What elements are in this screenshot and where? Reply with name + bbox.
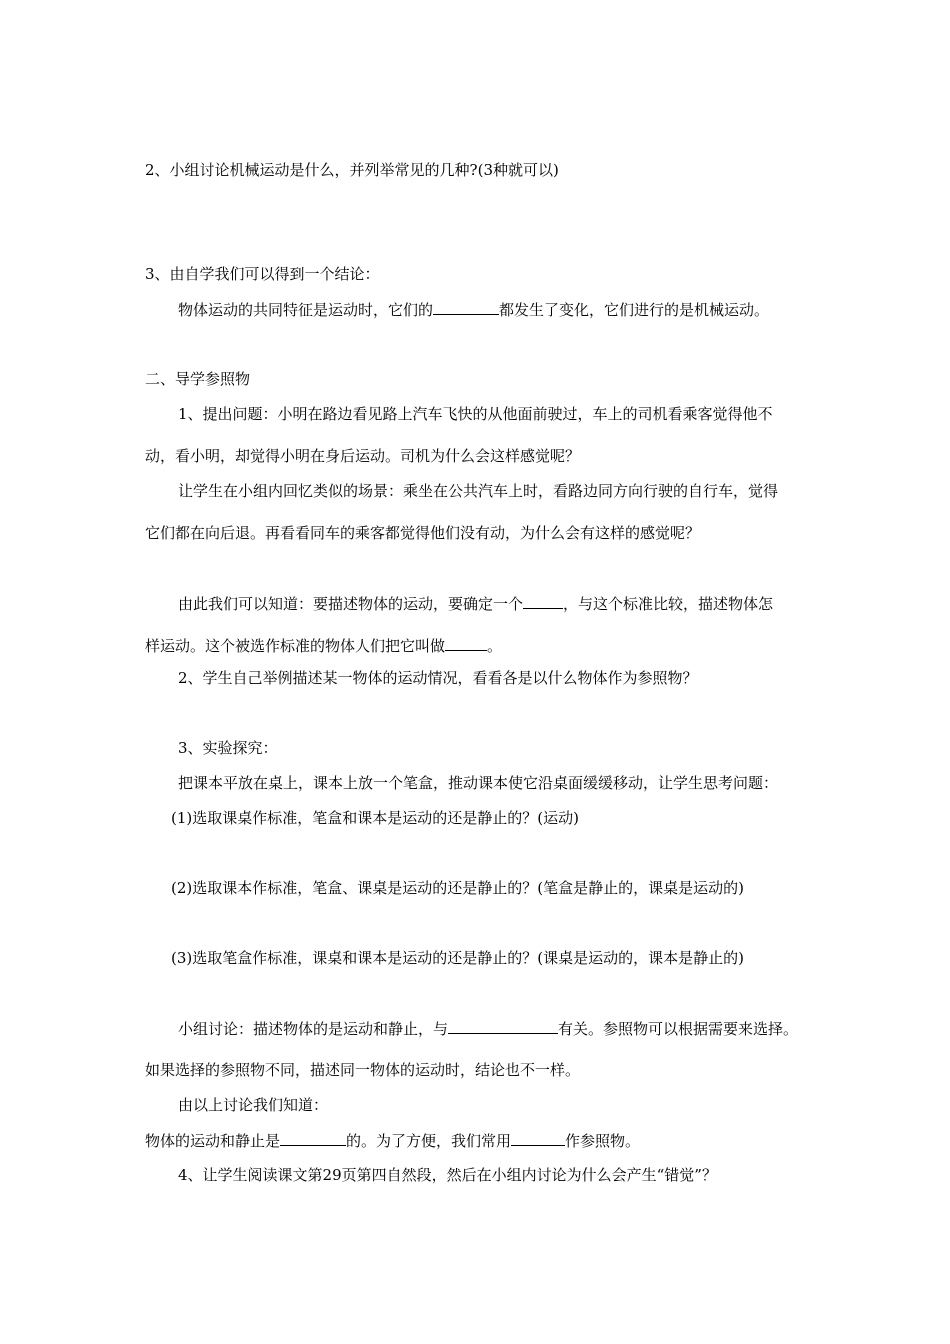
discussion-text-1: 小组讨论：描述物体的是运动和静止，与 [178, 1020, 449, 1038]
conclusion-line [178, 299, 769, 320]
reference-text-1: 由此我们可以知道：要描述物体的运动，要确定一个 [178, 595, 524, 613]
experiment-q2: (2)选取课本作标准，笔盒、课桌是运动的还是静止的？(笔盒是静止的，课桌是运动的) [171, 879, 744, 897]
question-3: 3、由自学我们可以得到一个结论： [145, 265, 380, 283]
summary-heading: 由以上讨论我们知道： [178, 1096, 329, 1114]
scenario-line-1: 让学生在小组内回忆类似的场景：乘坐在公共汽车上时，看路边同方向行驶的自行车，觉得 [178, 482, 779, 500]
reference-text-2: ，与这个标准比较，描述物体怎 [563, 595, 774, 613]
blank-6[interactable] [511, 1130, 565, 1146]
conclusion-text-2: 都发生了变化，它们进行的是机械运动。 [499, 301, 770, 319]
reference-line-2 [145, 635, 502, 656]
conclusion-text-1: 物体运动的共同特征是运动时，它们的 [178, 301, 434, 319]
question-2: 2、小组讨论机械运动是什么，并列举常见的几种?(3种就可以) [145, 161, 559, 179]
blank-3[interactable] [445, 635, 487, 651]
experiment-heading: 3、实验探究： [178, 739, 278, 757]
group-discussion-line [178, 1018, 798, 1039]
scenario-line-2: 它们都在向后退。再看看同车的乘客都觉得他们没有动，为什么会有这样的感觉呢？ [145, 524, 701, 542]
question-2b: 2、学生自己举例描述某一物体的运动情况，看看各是以什么物体作为参照物？ [178, 669, 698, 687]
problem-1-line-2: 动，看小明，却觉得小明在身后运动。司机为什么会这样感觉呢？ [145, 447, 581, 465]
summary-text-1: 物体的运动和静止是 [145, 1132, 281, 1150]
summary-text-3: 作参照物。 [565, 1132, 641, 1150]
blank-2[interactable] [523, 593, 563, 609]
discussion-line-2: 如果选择的参照物不同，描述同一物体的运动时，结论也不一样。 [145, 1061, 581, 1079]
reference-line-1 [178, 593, 773, 614]
experiment-q1: (1)选取课桌作标准，笔盒和课本是运动的还是静止的？(运动) [171, 809, 579, 827]
blank-5[interactable] [280, 1130, 346, 1146]
summary-text-2: 的。为了方便，我们常用 [346, 1132, 512, 1150]
reference-text-3: 样运动。这个被选作标准的物体人们把它叫做 [145, 637, 446, 655]
blank-4[interactable] [448, 1018, 558, 1034]
reference-text-4: 。 [487, 637, 503, 655]
experiment-q3: (3)选取笔盒作标准，课桌和课本是运动的还是静止的？(课桌是运动的，课本是静止的) [171, 949, 744, 967]
experiment-setup: 把课本平放在桌上，课本上放一个笔盒，推动课本使它沿桌面缓缓移动，让学生思考问题： [178, 774, 779, 792]
question-4: 4、让学生阅读课文第29页第四自然段，然后在小组内讨论为什么会产生“错觉”？ [178, 1166, 717, 1184]
discussion-text-2: 有关。参照物可以根据需要来选择。 [558, 1020, 799, 1038]
section-heading: 二、导学参照物 [145, 370, 251, 388]
summary-line [145, 1130, 640, 1151]
problem-1-line-1: 1、提出问题：小明在路边看见路上汽车飞快的从他面前驶过，车上的司机看乘客觉得他不 [178, 405, 773, 423]
blank-1[interactable] [433, 299, 499, 315]
